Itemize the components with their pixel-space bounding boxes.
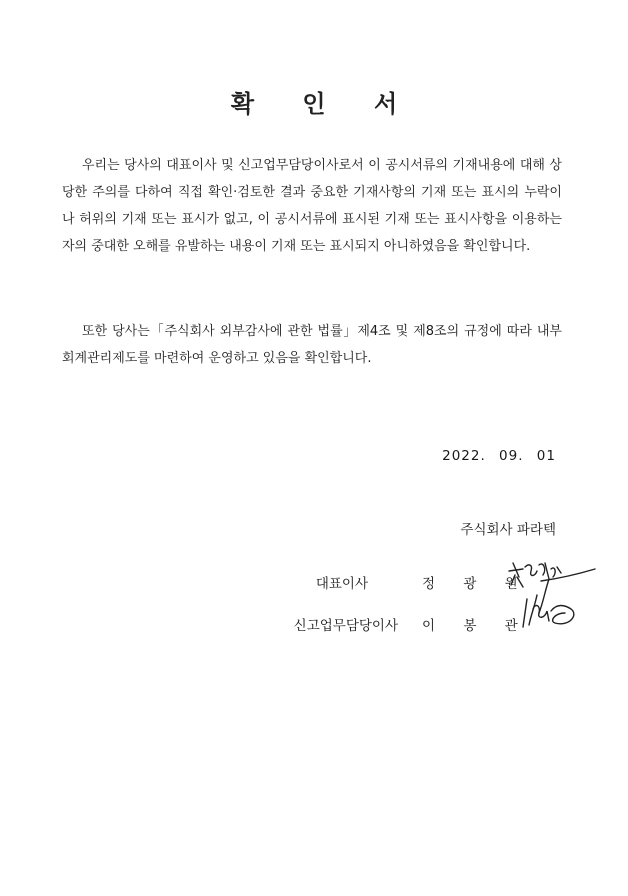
document-date: 2022. 09. 01 [442,448,556,464]
company-name: 주식회사 파라텍 [460,522,556,538]
confirmation-paragraph [62,152,562,260]
document-title: 확 인 서 [230,90,418,118]
internal-control-paragraph [62,318,562,372]
paragraph-text: 또한 당사는「주식회사 외부감사에 관한 법률」제4조 및 제8조의 규정에 따라 내부회계관리제도를 마련하여 운영하고 있음을 확인합니다. [62,324,562,366]
paragraph-text: 우리는 당사의 대표이사 및 신고업무담당이사로서 이 공시서류의 기재내용에 대해 상당한 주의를 다하여 직접 확인·검토한 결과 중요한 기재사항의 기재 또는 표시의 누락이나 허위의 기재 또는 표시가 없고, 이 공시서류에 표시된 기재 또는 표시사항을 이용하는 자의 중대한 오해를 유발하는 내용이 기재 또는 표시되지 아니하였음을 확인합니다. [62,158,562,254]
signatory-name: 정 광 원 [422,576,530,592]
signatory-name: 이 봉 관 [422,618,530,634]
signatory-role: 신고업무담당이사 [293,618,398,634]
signatory-role: 대표이사 [315,576,368,592]
handwritten-signature-icon [505,555,600,640]
